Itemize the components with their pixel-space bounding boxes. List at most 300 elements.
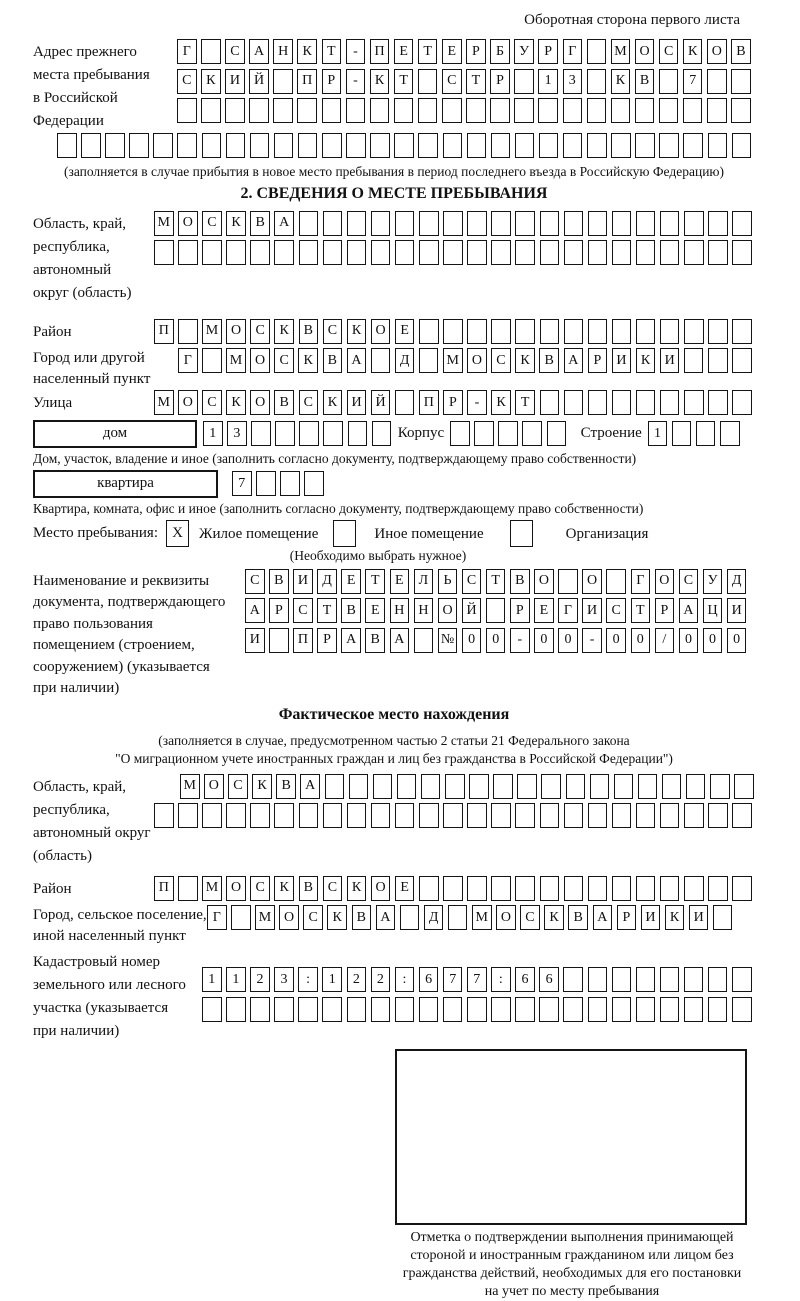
char-cell xyxy=(201,98,221,123)
char-cell: М xyxy=(611,39,631,64)
char-cell xyxy=(732,240,752,265)
char-cell xyxy=(177,98,197,123)
actual-district-block xyxy=(33,876,755,906)
char-cell xyxy=(611,98,631,123)
char-cell: 0 xyxy=(462,628,482,653)
char-cell xyxy=(467,803,487,828)
char-cell xyxy=(660,876,680,901)
char-cell: 7 xyxy=(443,967,463,992)
char-cell xyxy=(226,997,246,1022)
char-cell: В xyxy=(250,211,270,236)
char-cell: Р xyxy=(617,905,637,930)
cadastre-block xyxy=(33,949,755,1043)
char-cell xyxy=(708,319,728,344)
char-cell xyxy=(684,319,704,344)
char-cell: А xyxy=(376,905,396,930)
char-cell: Т xyxy=(486,569,506,594)
char-cell xyxy=(347,803,367,828)
char-cell: 2 xyxy=(371,967,391,992)
char-cell xyxy=(400,905,420,930)
char-cell xyxy=(256,471,276,496)
char-cell: Р xyxy=(538,39,558,64)
char-cell xyxy=(419,876,439,901)
char-cell: В xyxy=(269,569,289,594)
char-cell xyxy=(563,98,583,123)
char-cell xyxy=(539,997,559,1022)
char-cell: К xyxy=(491,390,511,415)
char-cell xyxy=(419,319,439,344)
char-cell xyxy=(202,348,222,373)
char-cell xyxy=(178,240,198,265)
actual-location-note-1: (заполняется в случае, предусмотренном частью 2 статьи 21 Федерального закона xyxy=(158,732,630,748)
char-cell: С xyxy=(659,39,679,64)
char-cell xyxy=(445,774,465,799)
char-cell xyxy=(732,348,752,373)
char-cell xyxy=(490,98,510,123)
char-cell: К xyxy=(544,905,564,930)
confirmation-stamp-box xyxy=(395,1049,747,1225)
char-cell xyxy=(395,390,415,415)
char-cell: С xyxy=(250,319,270,344)
char-grid-row xyxy=(202,997,756,1022)
char-cell xyxy=(612,319,632,344)
char-cell xyxy=(588,240,608,265)
char-cell: Т xyxy=(466,69,486,94)
char-cell: С xyxy=(491,348,511,373)
char-cell xyxy=(708,390,728,415)
char-cell xyxy=(414,628,434,653)
char-cell: : xyxy=(491,967,511,992)
char-cell xyxy=(684,997,704,1022)
char-cell xyxy=(443,319,463,344)
char-cell: С xyxy=(323,876,343,901)
char-cell: С xyxy=(245,569,265,594)
char-cell: В xyxy=(323,348,343,373)
char-cell xyxy=(612,211,632,236)
char-cell: Д xyxy=(317,569,337,594)
char-cell xyxy=(443,240,463,265)
char-cell xyxy=(491,211,511,236)
char-cell: 7 xyxy=(467,967,487,992)
char-cell xyxy=(566,774,586,799)
korpus-label: Корпус xyxy=(397,425,445,441)
char-cell: Р xyxy=(510,598,530,623)
char-cell xyxy=(732,133,752,158)
char-cell xyxy=(563,133,583,158)
char-cell xyxy=(81,133,101,158)
char-cell: Т xyxy=(322,39,342,64)
char-cell xyxy=(274,240,294,265)
char-cell: 1 xyxy=(202,967,222,992)
char-cell: - xyxy=(582,628,602,653)
char-cell xyxy=(371,348,391,373)
char-cell: К xyxy=(297,39,317,64)
char-cell xyxy=(250,240,270,265)
char-cell xyxy=(443,133,463,158)
char-cell: Р xyxy=(466,39,486,64)
char-cell xyxy=(684,240,704,265)
char-cell: В xyxy=(352,905,372,930)
char-cell: 1 xyxy=(538,69,558,94)
char-cell xyxy=(154,803,174,828)
char-cell xyxy=(57,133,77,158)
char-cell: 0 xyxy=(606,628,626,653)
char-cell xyxy=(540,390,560,415)
apartment-box-label: квартира xyxy=(33,470,218,498)
char-cell: О xyxy=(496,905,516,930)
char-cell xyxy=(587,98,607,123)
char-cell xyxy=(153,133,173,158)
document-label: Наименование и реквизиты документа, подтверждающего право пользования помещением (строением, сооружением) (указывается при наличии) xyxy=(33,572,226,696)
char-cell xyxy=(323,240,343,265)
char-cell: Т xyxy=(365,569,385,594)
checkbox-residential: X xyxy=(166,520,189,547)
char-cell xyxy=(250,803,270,828)
actual-location-title: Фактическое место нахождения xyxy=(278,705,510,723)
char-cell xyxy=(588,390,608,415)
char-cell xyxy=(612,997,632,1022)
char-cell xyxy=(491,876,511,901)
region-label: Область, край, республика, автономный округ (область) xyxy=(33,215,132,301)
char-cell xyxy=(563,997,583,1022)
char-cell: К xyxy=(327,905,347,930)
char-cell xyxy=(275,421,295,446)
char-cell: С xyxy=(323,319,343,344)
char-cell xyxy=(588,211,608,236)
char-cell: О xyxy=(582,569,602,594)
city-block xyxy=(33,348,755,390)
stay-type-label: Место пребывания: xyxy=(33,524,158,541)
char-grid-row xyxy=(154,211,756,236)
char-cell: В xyxy=(299,319,319,344)
stay-type-note: (Необходимо выбрать нужное) xyxy=(289,547,467,563)
char-cell: П xyxy=(293,628,313,653)
char-cell xyxy=(370,133,390,158)
char-cell: Д xyxy=(727,569,747,594)
char-cell xyxy=(732,211,752,236)
char-cell xyxy=(226,803,246,828)
char-cell xyxy=(636,876,656,901)
char-cell: Е xyxy=(341,569,361,594)
sheet-side-note: Оборотная сторона первого листа xyxy=(524,12,740,28)
char-cell: С xyxy=(274,348,294,373)
char-cell: Н xyxy=(414,598,434,623)
char-cell xyxy=(564,876,584,901)
char-cell xyxy=(540,876,560,901)
stroenie-label: Строение xyxy=(580,425,642,441)
char-cell xyxy=(606,569,626,594)
char-cell: 0 xyxy=(703,628,723,653)
option-residential-label: Жилое помещение xyxy=(199,526,319,542)
house-box-label: дом xyxy=(33,420,197,448)
char-cell: Г xyxy=(177,39,197,64)
char-cell xyxy=(684,348,704,373)
char-cell xyxy=(514,98,534,123)
street-label: Улица xyxy=(33,395,73,411)
char-cell xyxy=(491,133,511,158)
char-cell: : xyxy=(298,967,318,992)
char-cell: П xyxy=(154,876,174,901)
char-cell: И xyxy=(660,348,680,373)
char-cell xyxy=(683,98,703,123)
char-cell: - xyxy=(467,390,487,415)
prev-address-label: Адрес прежнего места пребывания в Российской Федерации xyxy=(33,44,150,129)
char-grid-row xyxy=(245,598,751,623)
char-cell xyxy=(347,211,367,236)
char-cell: К xyxy=(636,348,656,373)
char-cell: А xyxy=(300,774,320,799)
char-cell: К xyxy=(515,348,535,373)
char-cell xyxy=(297,98,317,123)
char-cell xyxy=(514,69,534,94)
char-cell: М xyxy=(154,211,174,236)
char-cell: Р xyxy=(322,69,342,94)
char-cell xyxy=(201,39,221,64)
char-cell xyxy=(491,997,511,1022)
char-cell: О xyxy=(204,774,224,799)
char-cell: У xyxy=(514,39,534,64)
char-cell xyxy=(322,133,342,158)
char-cell: № xyxy=(438,628,458,653)
char-cell: В xyxy=(274,390,294,415)
char-cell xyxy=(683,133,703,158)
char-cell xyxy=(467,319,487,344)
char-cell xyxy=(250,997,270,1022)
street-block xyxy=(33,390,755,420)
char-cell xyxy=(707,98,727,123)
char-cell xyxy=(517,774,537,799)
char-cell xyxy=(467,997,487,1022)
char-cell xyxy=(491,803,511,828)
char-cell xyxy=(522,421,542,446)
char-cell xyxy=(515,997,535,1022)
char-cell: - xyxy=(346,39,366,64)
char-cell xyxy=(348,421,368,446)
char-cell xyxy=(590,774,610,799)
char-cell xyxy=(419,348,439,373)
char-cell xyxy=(469,774,489,799)
char-cell xyxy=(564,803,584,828)
char-cell xyxy=(419,211,439,236)
char-cell: - xyxy=(346,69,366,94)
char-cell xyxy=(540,211,560,236)
char-cell: Г xyxy=(178,348,198,373)
char-cell xyxy=(708,240,728,265)
char-cell: М xyxy=(255,905,275,930)
char-cell: М xyxy=(443,348,463,373)
char-cell: 0 xyxy=(727,628,747,653)
char-cell: С xyxy=(293,598,313,623)
char-cell xyxy=(372,421,392,446)
char-cell: 1 xyxy=(322,967,342,992)
char-cell xyxy=(395,240,415,265)
char-cell: О xyxy=(250,390,270,415)
char-cell: М xyxy=(180,774,200,799)
stamp-caption: Отметка о подтверждении выполнения принимающей стороной и иностранным гражданином или лицом без гражданства действий, необходимых для его постановки на учет по месту пребывания xyxy=(402,1230,742,1299)
char-cell: Е xyxy=(365,598,385,623)
char-cell xyxy=(659,69,679,94)
char-cell: А xyxy=(390,628,410,653)
char-cell xyxy=(720,421,740,446)
char-cell: Н xyxy=(273,39,293,64)
char-cell: П xyxy=(419,390,439,415)
char-cell: С xyxy=(679,569,699,594)
char-cell: У xyxy=(703,569,723,594)
char-cell: О xyxy=(178,211,198,236)
char-cell xyxy=(418,98,438,123)
char-cell xyxy=(672,421,692,446)
char-cell: 6 xyxy=(515,967,535,992)
char-cell xyxy=(686,774,706,799)
char-cell: 3 xyxy=(227,421,247,446)
char-cell xyxy=(564,319,584,344)
char-cell: Т xyxy=(418,39,438,64)
char-cell: 6 xyxy=(539,967,559,992)
char-cell: И xyxy=(582,598,602,623)
char-cell: О xyxy=(279,905,299,930)
char-cell xyxy=(177,133,197,158)
stay-type-row xyxy=(33,520,755,547)
char-cell xyxy=(448,905,468,930)
char-cell: О xyxy=(467,348,487,373)
char-cell xyxy=(588,319,608,344)
char-cell: Г xyxy=(207,905,227,930)
char-cell: 1 xyxy=(203,421,223,446)
char-cell xyxy=(394,98,414,123)
char-cell xyxy=(395,997,415,1022)
actual-region-block xyxy=(33,774,755,868)
char-cell xyxy=(684,803,704,828)
char-cell xyxy=(467,133,487,158)
char-cell xyxy=(419,997,439,1022)
char-cell xyxy=(731,98,751,123)
char-cell xyxy=(588,967,608,992)
char-cell xyxy=(274,803,294,828)
char-cell xyxy=(635,98,655,123)
prev-address-block xyxy=(33,39,755,133)
char-cell: Е xyxy=(534,598,554,623)
prev-address-full-row xyxy=(57,133,755,158)
char-cell xyxy=(231,905,251,930)
char-cell: К xyxy=(201,69,221,94)
char-cell: 3 xyxy=(274,967,294,992)
char-grid-row xyxy=(154,319,756,344)
char-cell xyxy=(323,421,343,446)
char-cell: В xyxy=(635,69,655,94)
char-cell xyxy=(129,133,149,158)
char-cell xyxy=(467,240,487,265)
cadastre-label: Кадастровый номер земельного или лесного участка (указывается при наличии) xyxy=(33,954,186,1039)
char-cell xyxy=(443,876,463,901)
char-cell xyxy=(395,211,415,236)
char-grid-row xyxy=(177,98,755,123)
char-cell xyxy=(587,39,607,64)
char-cell: Д xyxy=(424,905,444,930)
apartment-caption: Квартира, комната, офис и иное (заполнить согласно документу, подтверждающему право собственности) xyxy=(33,500,644,516)
char-cell xyxy=(708,997,728,1022)
char-grid-row xyxy=(154,240,756,265)
char-cell: К xyxy=(347,319,367,344)
char-cell: К xyxy=(252,774,272,799)
char-cell: К xyxy=(370,69,390,94)
char-cell xyxy=(732,803,752,828)
char-cell: И xyxy=(612,348,632,373)
char-cell: Е xyxy=(395,876,415,901)
actual-district-label: Район xyxy=(33,880,72,897)
char-cell xyxy=(299,421,319,446)
char-cell xyxy=(708,876,728,901)
char-grid-row xyxy=(202,967,756,992)
char-cell xyxy=(541,774,561,799)
char-cell: Р xyxy=(317,628,337,653)
char-cell: О xyxy=(371,319,391,344)
house-row xyxy=(33,420,755,448)
char-cell: Р xyxy=(443,390,463,415)
char-cell: И xyxy=(293,569,313,594)
char-cell: К xyxy=(226,211,246,236)
prev-address-note: (заполняется в случае прибытия в новое место пребывания в период последнего въезда в Российскую Федерацию) xyxy=(63,163,725,179)
char-cell: К xyxy=(347,876,367,901)
char-cell xyxy=(636,997,656,1022)
char-cell xyxy=(636,803,656,828)
char-cell xyxy=(732,876,752,901)
char-cell xyxy=(684,967,704,992)
actual-region-label: Область, край, республика, автономный округ (область) xyxy=(33,778,151,864)
char-cell xyxy=(443,997,463,1022)
char-cell: В xyxy=(299,876,319,901)
char-cell xyxy=(684,390,704,415)
char-cell xyxy=(564,211,584,236)
char-cell: А xyxy=(274,211,294,236)
char-cell: Р xyxy=(269,598,289,623)
actual-city-label: Город, сельское поселение, иной населенный пункт xyxy=(33,907,207,944)
char-cell: В xyxy=(510,569,530,594)
char-cell xyxy=(299,240,319,265)
char-cell xyxy=(540,319,560,344)
char-cell xyxy=(178,319,198,344)
char-cell xyxy=(322,997,342,1022)
char-cell xyxy=(371,803,391,828)
char-cell: Е xyxy=(390,569,410,594)
char-cell xyxy=(707,69,727,94)
char-cell xyxy=(612,390,632,415)
char-cell xyxy=(325,774,345,799)
char-cell xyxy=(251,421,271,446)
char-cell xyxy=(154,240,174,265)
char-cell: О xyxy=(371,876,391,901)
char-cell: С xyxy=(202,390,222,415)
char-cell: И xyxy=(225,69,245,94)
char-cell: А xyxy=(679,598,699,623)
char-cell xyxy=(638,774,658,799)
apartment-row xyxy=(33,470,755,498)
region-block xyxy=(33,211,755,305)
char-cell xyxy=(273,98,293,123)
char-cell: С xyxy=(228,774,248,799)
char-cell: 6 xyxy=(419,967,439,992)
char-cell: 0 xyxy=(679,628,699,653)
char-cell xyxy=(225,98,245,123)
char-cell: С xyxy=(462,569,482,594)
char-cell xyxy=(708,133,728,158)
char-cell: Т xyxy=(317,598,337,623)
char-cell xyxy=(558,569,578,594)
char-grid-row xyxy=(177,39,755,64)
char-cell xyxy=(611,133,631,158)
char-cell: / xyxy=(655,628,675,653)
char-cell xyxy=(442,98,462,123)
char-cell: О xyxy=(226,876,246,901)
